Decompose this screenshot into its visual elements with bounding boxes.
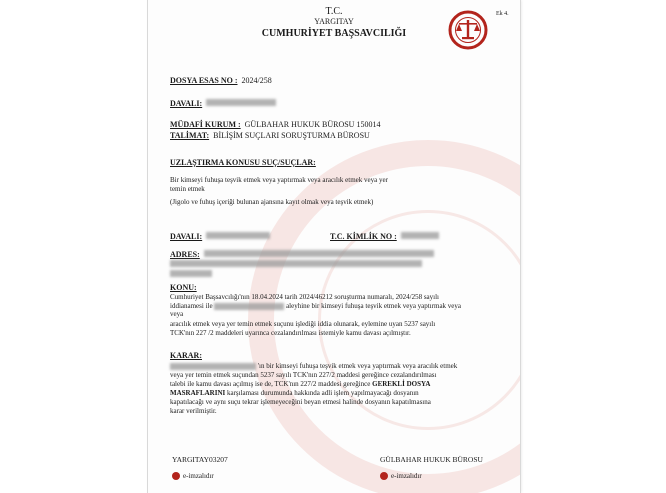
- konu-line-1: Cumhuriyet Başsavcılığı'nın 18.04.2024 tarih 2024/46212 soruşturma numaralı, 2024/258 sayılı: [170, 293, 439, 301]
- talimat-label: TALİMAT:: [170, 131, 210, 140]
- uzlastirma-line-2: temin etmek: [170, 185, 205, 193]
- left-esign-text: e-imzalıdır: [183, 472, 214, 480]
- header-office: CUMHURİYET BAŞSAVCILIĞI: [261, 28, 407, 39]
- mudafi-label: MÜDAFİ KURUM :: [170, 120, 241, 129]
- karar-label: KARAR:: [170, 351, 202, 360]
- karar-line-3: [170, 380, 430, 389]
- talimat-value: BİLİŞİM SUÇLARI SORUŞTURMA BÜROSU: [213, 131, 370, 140]
- adres-row-3: [170, 264, 212, 282]
- redacted-karar-name: [170, 363, 256, 370]
- redacted-tc-number: [401, 232, 439, 239]
- karar-line-1: [170, 362, 457, 371]
- left-esign-badge: [172, 472, 214, 480]
- davali-label: DAVALI:: [170, 99, 203, 108]
- karar-line-5: kapatılacağı ve aynı suçu tekrar işlemeyeceğini beyan etmesi halinde dosyanın kapatılmasına: [170, 398, 431, 406]
- tc-kimlik-label: T.C. KİMLİK NO :: [330, 232, 397, 241]
- konu-line-3: aracılık etmek veya yer temin etmek suçunu işlediği iddia olunarak, eylemine uyan 5237 sayılı: [170, 320, 436, 328]
- header-tc: T.C.: [325, 6, 343, 17]
- konu-line-2: [170, 302, 461, 311]
- right-esign-text: e-imzalıdır: [391, 472, 422, 480]
- karar-line-2: veya yer temin etmek suçundan 5237 sayılı TCK'nın 227/2 maddesi gereğince cezalandırılması: [170, 371, 437, 379]
- left-signature: YARGITAY03207: [172, 455, 228, 464]
- davali-row: [170, 93, 276, 111]
- redacted-address-line-3: [170, 270, 212, 277]
- konu-line-2b: aleyhine bir kimseyi fuhuşa teşvik etmek veya yaptırmak veya: [286, 302, 462, 310]
- mudafi-value: GÜLBAHAR HUKUK BÜROSU 150014: [244, 120, 381, 129]
- dosya-label: DOSYA ESAS NO :: [170, 76, 238, 85]
- uzlastirma-label: UZLAŞTIRMA KONUSU SUÇ/SUÇLAR:: [170, 158, 316, 167]
- esign-icon: [172, 472, 180, 480]
- karar-line-4: [170, 389, 419, 398]
- uzlastirma-line-3: (Jigolo ve fuhuş içeriği bulunan ajansına kayıt olmak veya teşvik etmek): [170, 198, 374, 206]
- konu-line-2a: iddianamesi ile: [170, 302, 213, 310]
- redacted-party-name: [206, 232, 270, 239]
- adres-label: ADRES:: [170, 250, 200, 259]
- redacted-name: [206, 99, 276, 106]
- party-davali-row: [170, 226, 270, 244]
- talimat-row: [170, 125, 370, 143]
- karar-line-6: karar verilmiştir.: [170, 407, 217, 415]
- tc-kimlik-row: [330, 226, 439, 244]
- right-esign-badge: [380, 472, 422, 480]
- konu-line-2c: veya: [170, 310, 184, 318]
- karar-line-1-text: 'ın bir kimseyi fuhuşa teşvik etmek veya yaptırmak veya aracılık etmek: [257, 362, 458, 370]
- karar-line-3b: GEREKLİ DOSYA: [372, 380, 431, 388]
- dosya-row: [170, 70, 272, 88]
- karar-line-4b: karşılaması durumunda hakkında adli işlem yapılmayacağı dosyanın: [225, 389, 419, 397]
- redacted-defendant: [214, 303, 284, 310]
- header-court: YARGITAY: [314, 17, 354, 26]
- dosya-value: 2024/258: [241, 76, 272, 85]
- right-signature: GÜLBAHAR HUKUK BÜROSU: [380, 455, 483, 464]
- court-emblem-icon: [448, 8, 488, 52]
- konu-line-4: TCK'nın 227 /2 maddeleri uyarınca cezalandırılması istemiyle kamu davası açılmıştır.: [170, 329, 411, 337]
- party-davali-label: DAVALI:: [170, 232, 203, 241]
- document-page: [148, 0, 520, 493]
- uzlastirma-line-1: Bir kimseyi fuhuşa teşvik etmek veya yaptırmak veya aracılık etmek veya yer: [170, 176, 388, 184]
- annex-number: Ek 4.: [496, 11, 509, 17]
- konu-label: KONU:: [170, 283, 197, 292]
- karar-line-3a: talebi ile kamu davası açılmış ise de, TCK'nın 227/2 maddesi gereğince: [170, 380, 373, 388]
- esign-icon: [380, 472, 388, 480]
- karar-line-4a: MASRAFLARINI: [170, 389, 226, 397]
